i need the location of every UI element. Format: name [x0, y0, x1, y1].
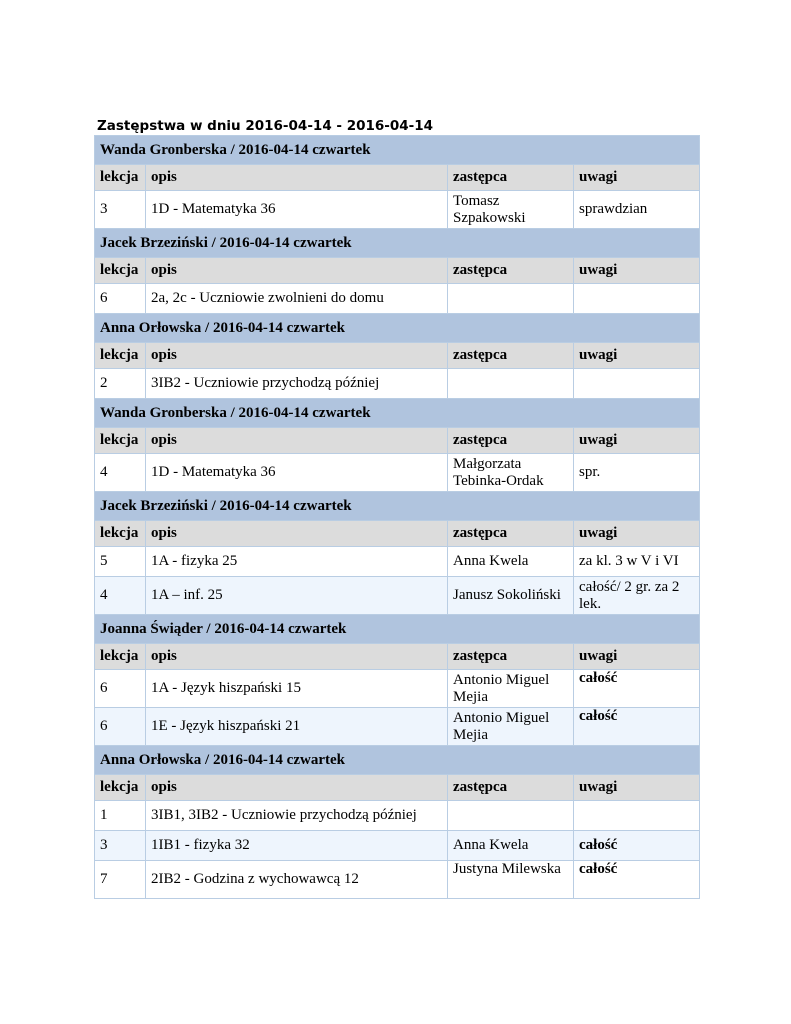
col-header-zastepca: zastępca	[448, 644, 574, 670]
cell-zastepca: Antonio Miguel Mejia	[448, 670, 574, 708]
cell-lekcja: 7	[95, 861, 146, 899]
cell-opis: 1D - Matematyka 36	[146, 191, 448, 229]
column-header-row	[95, 165, 700, 191]
cell-opis: 1IB1 - fizyka 32	[146, 831, 448, 861]
cell-uwagi: całość	[574, 670, 700, 708]
col-header-opis: opis	[146, 428, 448, 454]
col-header-uwagi: uwagi	[574, 775, 700, 801]
column-header-row	[95, 428, 700, 454]
cell-zastepca: Janusz Sokoliński	[448, 577, 574, 615]
cell-opis: 1D - Matematyka 36	[146, 454, 448, 492]
cell-uwagi: całość/ 2 gr. za 2 lek.	[574, 577, 700, 615]
col-header-opis: opis	[146, 343, 448, 369]
col-header-opis: opis	[146, 521, 448, 547]
teacher-name: Wanda Gronberska / 2016-04-14 czwartek	[95, 399, 700, 428]
cell-zastepca	[448, 284, 574, 314]
table-row	[95, 454, 700, 492]
col-header-uwagi: uwagi	[574, 258, 700, 284]
table-row	[95, 831, 700, 861]
cell-zastepca: Anna Kwela	[448, 547, 574, 577]
table-row	[95, 547, 700, 577]
col-header-zastepca: zastępca	[448, 343, 574, 369]
cell-zastepca: Antonio Miguel Mejia	[448, 708, 574, 746]
cell-opis: 1A – inf. 25	[146, 577, 448, 615]
page-title: Zastępstwa w dniu 2016-04-14 - 2016-04-14	[97, 118, 434, 134]
col-header-lekcja: lekcja	[95, 521, 146, 547]
cell-uwagi	[574, 801, 700, 831]
teacher-header	[95, 136, 700, 165]
cell-lekcja: 6	[95, 284, 146, 314]
col-header-lekcja: lekcja	[95, 165, 146, 191]
col-header-lekcja: lekcja	[95, 644, 146, 670]
col-header-opis: opis	[146, 775, 448, 801]
teacher-header	[95, 399, 700, 428]
col-header-opis: opis	[146, 644, 448, 670]
teacher-header	[95, 314, 700, 343]
col-header-uwagi: uwagi	[574, 343, 700, 369]
substitutions-table	[94, 135, 700, 899]
teacher-name: Anna Orłowska / 2016-04-14 czwartek	[95, 314, 700, 343]
teacher-header	[95, 615, 700, 644]
cell-uwagi: całość	[574, 861, 700, 899]
cell-lekcja: 4	[95, 577, 146, 615]
cell-opis: 3IB2 - Uczniowie przychodzą później	[146, 369, 448, 399]
cell-zastepca: Małgorzata Tebinka-Ordak	[448, 454, 574, 492]
cell-opis: 2IB2 - Godzina z wychowawcą 12	[146, 861, 448, 899]
col-header-lekcja: lekcja	[95, 428, 146, 454]
col-header-uwagi: uwagi	[574, 165, 700, 191]
col-header-opis: opis	[146, 165, 448, 191]
cell-zastepca: Justyna Milewska	[448, 861, 574, 899]
teacher-name: Anna Orłowska / 2016-04-14 czwartek	[95, 746, 700, 775]
table-row	[95, 801, 700, 831]
teacher-header	[95, 229, 700, 258]
teacher-header	[95, 492, 700, 521]
cell-lekcja: 6	[95, 670, 146, 708]
col-header-lekcja: lekcja	[95, 343, 146, 369]
teacher-name: Jacek Brzeziński / 2016-04-14 czwartek	[95, 492, 700, 521]
cell-zastepca: Tomasz Szpakowski	[448, 191, 574, 229]
col-header-opis: opis	[146, 258, 448, 284]
column-header-row	[95, 258, 700, 284]
table-row	[95, 191, 700, 229]
teacher-name: Jacek Brzeziński / 2016-04-14 czwartek	[95, 229, 700, 258]
col-header-zastepca: zastępca	[448, 521, 574, 547]
col-header-zastepca: zastępca	[448, 428, 574, 454]
table-row	[95, 284, 700, 314]
cell-lekcja: 5	[95, 547, 146, 577]
cell-uwagi: spr.	[574, 454, 700, 492]
cell-opis: 1A - Język hiszpański 15	[146, 670, 448, 708]
cell-uwagi	[574, 284, 700, 314]
col-header-uwagi: uwagi	[574, 428, 700, 454]
cell-uwagi	[574, 369, 700, 399]
teacher-header	[95, 746, 700, 775]
teacher-name: Joanna Świąder / 2016-04-14 czwartek	[95, 615, 700, 644]
table-row	[95, 369, 700, 399]
table-row	[95, 708, 700, 746]
table-row	[95, 577, 700, 615]
col-header-uwagi: uwagi	[574, 644, 700, 670]
cell-lekcja: 2	[95, 369, 146, 399]
cell-opis: 1A - fizyka 25	[146, 547, 448, 577]
col-header-uwagi: uwagi	[574, 521, 700, 547]
cell-zastepca	[448, 369, 574, 399]
cell-zastepca: Anna Kwela	[448, 831, 574, 861]
table-row	[95, 670, 700, 708]
cell-lekcja: 1	[95, 801, 146, 831]
col-header-zastepca: zastępca	[448, 258, 574, 284]
cell-zastepca	[448, 801, 574, 831]
column-header-row	[95, 644, 700, 670]
cell-lekcja: 4	[95, 454, 146, 492]
column-header-row	[95, 775, 700, 801]
cell-uwagi: za kl. 3 w V i VI	[574, 547, 700, 577]
cell-uwagi: całość	[574, 708, 700, 746]
cell-uwagi: sprawdzian	[574, 191, 700, 229]
col-header-zastepca: zastępca	[448, 775, 574, 801]
cell-lekcja: 3	[95, 191, 146, 229]
cell-lekcja: 6	[95, 708, 146, 746]
cell-opis: 2a, 2c - Uczniowie zwolnieni do domu	[146, 284, 448, 314]
cell-lekcja: 3	[95, 831, 146, 861]
col-header-zastepca: zastępca	[448, 165, 574, 191]
col-header-lekcja: lekcja	[95, 258, 146, 284]
column-header-row	[95, 343, 700, 369]
cell-opis: 3IB1, 3IB2 - Uczniowie przychodzą później	[146, 801, 448, 831]
teacher-name: Wanda Gronberska / 2016-04-14 czwartek	[95, 136, 700, 165]
table-row	[95, 861, 700, 899]
cell-uwagi: całość	[574, 831, 700, 861]
cell-opis: 1E - Język hiszpański 21	[146, 708, 448, 746]
column-header-row	[95, 521, 700, 547]
col-header-lekcja: lekcja	[95, 775, 146, 801]
